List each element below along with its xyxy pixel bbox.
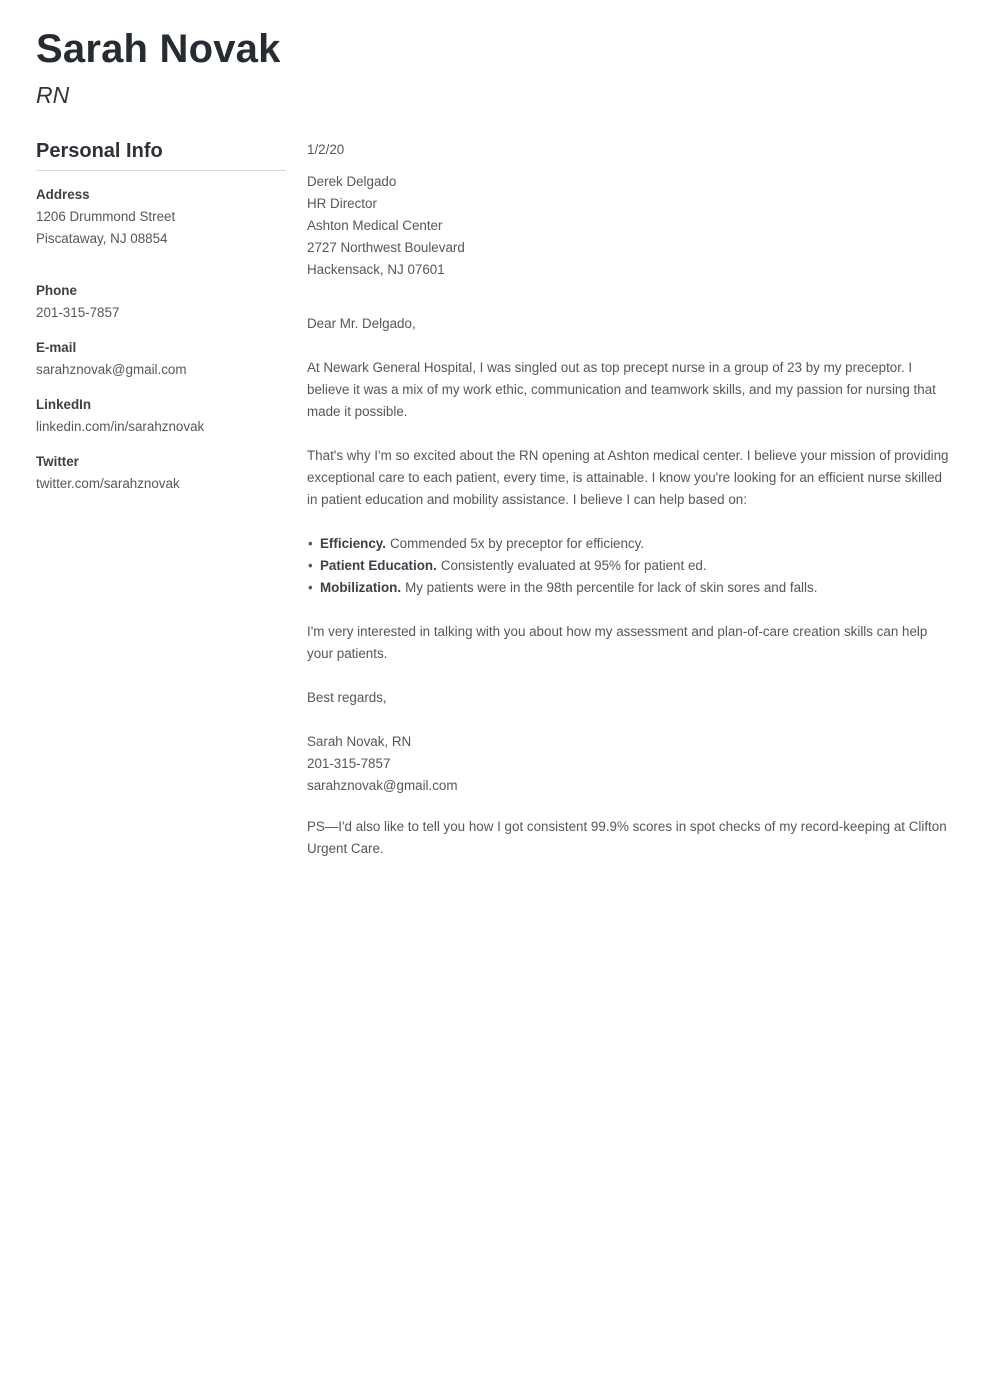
list-item-efficiency [307,533,950,555]
address-line: 1206 Drummond Street [36,209,176,224]
letter-body [307,139,950,882]
bullet-text: Consistently evaluated at 95% for patient ed. [440,558,707,573]
bullet-term: Mobilization. [320,580,402,595]
closing: Best regards, [307,690,387,705]
email-value: sarahznovak@gmail.com [36,362,187,377]
signature-name: Sarah Novak, RN [307,734,412,749]
info-label: LinkedIn [36,397,92,412]
info-group-linkedin [36,394,286,438]
skills-list [307,533,950,599]
sidebar-heading: Personal Info [36,140,163,162]
salutation: Dear Mr. Delgado, [307,316,416,331]
signature-phone: 201-315-7857 [307,756,391,771]
info-label: Twitter [36,454,79,469]
letter-header [36,26,950,109]
paragraph-intro: At Newark General Hospital, I was singled out as top precept nurse in a group of 23 by my preceptor. I believe it was a mix of my work ethic, communication and teamwork skills, and my passion for nursing that made it possible. [307,360,936,419]
bullet-term: Patient Education. [320,558,437,573]
paragraph-interest: I'm very interested in talking with you about how my assessment and plan-of-care creation skills can help your patients. [307,624,928,661]
info-group-address [36,184,286,250]
linkedin-value: linkedin.com/in/sarahznovak [36,419,205,434]
list-item-mobilization [307,577,950,599]
info-label: Address [36,187,90,202]
signature-block [307,731,950,797]
info-group-phone [36,280,286,324]
bullet-text: My patients were in the 98th percentile for lack of skin sores and falls. [405,580,818,595]
recipient-city: Hackensack, NJ 07601 [307,262,445,277]
phone-value: 201-315-7857 [36,305,120,320]
info-group-twitter [36,451,286,495]
info-group-email [36,337,286,381]
paragraph-pitch: That's why I'm so excited about the RN opening at Ashton medical center. I believe your mission of providing exceptional care to each patient, every time, is attainable. I know you're looking for an efficient nurse skilled in patient education and mobility assistance. I believe I can help based on: [307,448,949,507]
bullet-dot-icon: • [308,536,313,551]
sidebar-divider [36,170,286,171]
twitter-value: twitter.com/sarahznovak [36,476,180,491]
personal-info-sidebar [36,139,286,503]
bullet-text: Commended 5x by preceptor for efficiency. [390,536,645,551]
recipient-block [307,171,950,281]
address-line: Piscataway, NJ 08854 [36,231,168,246]
bullet-dot-icon: • [308,558,313,573]
bullet-dot-icon: • [308,580,313,595]
info-label: Phone [36,283,77,298]
recipient-name: Derek Delgado [307,174,397,189]
recipient-company: Ashton Medical Center [307,218,443,233]
info-label: E-mail [36,340,77,355]
recipient-street: 2727 Northwest Boulevard [307,240,465,255]
person-name: Sarah Novak [36,27,281,71]
list-item-patient-education [307,555,950,577]
signature-email: sarahznovak@gmail.com [307,778,458,793]
person-job-title: RN [36,82,70,108]
recipient-title: HR Director [307,196,377,211]
bullet-term: Efficiency. [320,536,386,551]
letter-date: 1/2/20 [307,142,345,157]
content-columns [36,139,950,882]
postscript: PS—I'd also like to tell you how I got consistent 99.9% scores in spot checks of my record-keeping at Clifton Urgent Care. [307,819,947,856]
